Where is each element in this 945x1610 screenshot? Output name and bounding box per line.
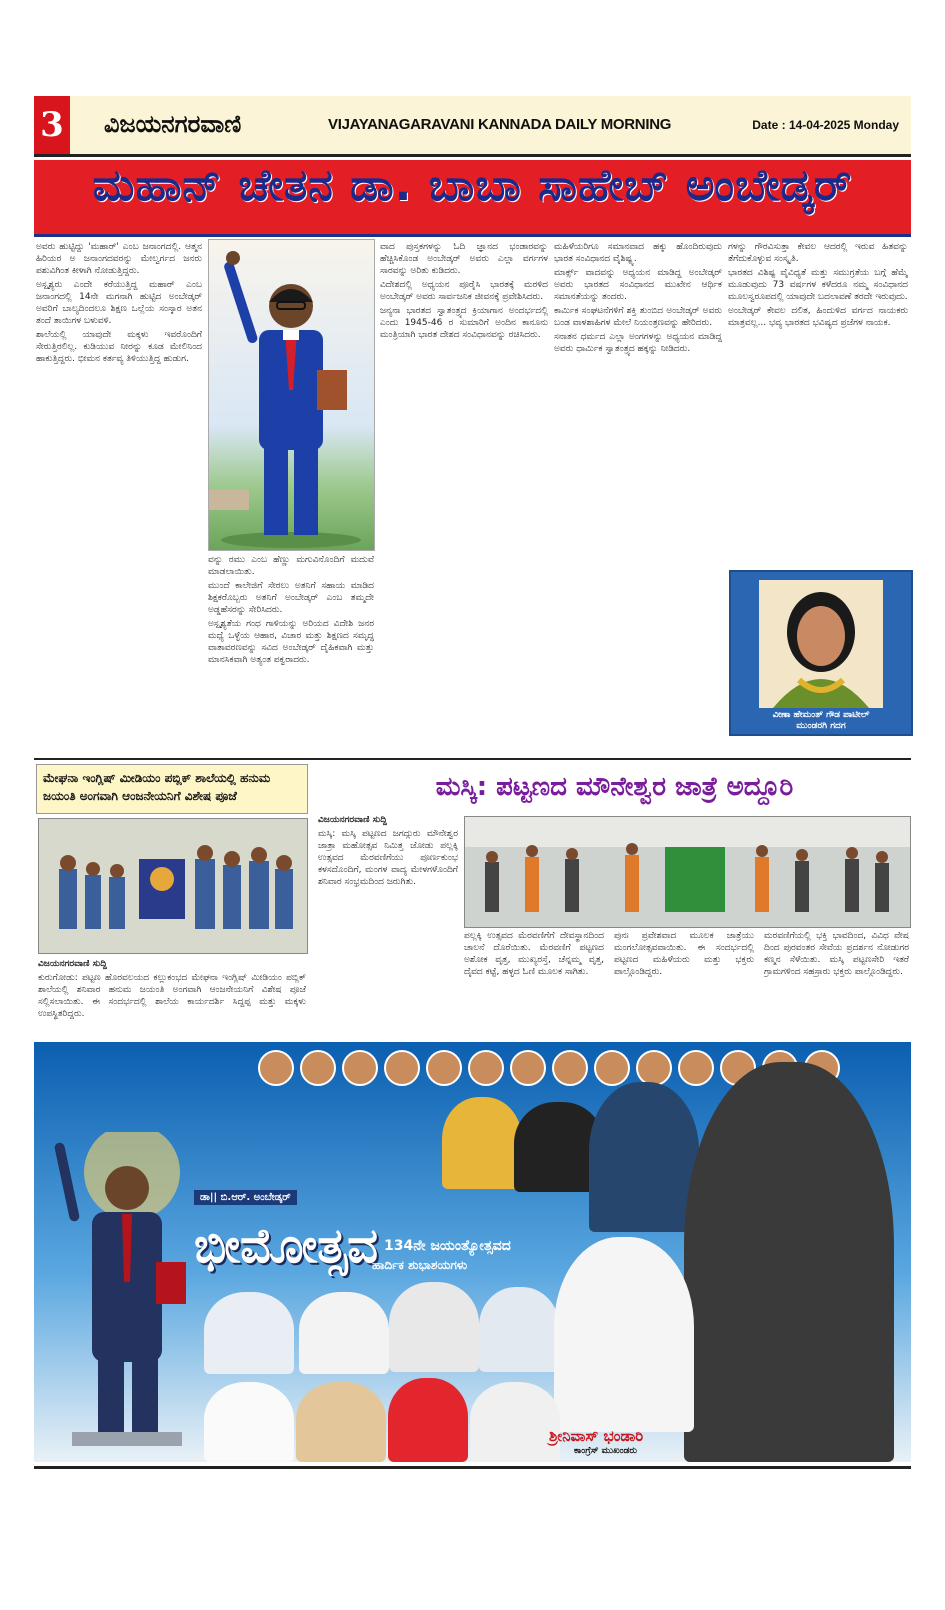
article-column-2: [208, 554, 374, 751]
main-headline: ಮಹಾನ್ ಚೇತನ ಡಾ. ಬಾಬಾ ಸಾಹೇಬ್ ಅಂಬೇಡ್ಕರ್: [92, 160, 853, 211]
article-column-5: [728, 241, 908, 563]
ad-title: ಭೀಮೋತ್ಸವ: [194, 1218, 379, 1274]
paragraph: ಮರವಣಿಗೆಯಲ್ಲಿ ಭಕ್ತಿ ಭಾವದಿಂದ, ವಿವಿಧ ವೇಷ ದಿಂದ ಪುರವಂತರ ಸೇವೆಯ ಪ್ರದರ್ಶನ ನೋಡುಗರ ಕಣ್ಮನ ಸೆಳೆಯಿತು. ಮಸ್ಕಿ ಪಟ್ಟಣಸೇರಿ ಇತರೆ ಗ್ರಾಮಗಳಿಂದ ಸಹಸ್ರಾರು ಭಕ್ತರು ಪಾಲ್ಗೊಂಡಿದ್ದರು.: [764, 931, 909, 977]
paragraph: ಸನಾತನ ಧರ್ಮದ ಎಲ್ಲಾ ಅಂಗಗಳನ್ನು ಅಧ್ಯಯನ ಮಾಡಿದ್ದ ಅವರು ಧಾರ್ಮಿಕ ಸ್ವಾತಂತ್ರ್ಯದ ಹಕ್ಕನ್ನು ನೀಡಿದರು.: [554, 332, 722, 354]
newspaper-page: [34, 96, 911, 1516]
procession-photo-icon: [465, 817, 910, 927]
paragraph: ಅಸ್ಪೃಶ್ಯತೆಯ ಗಂಧ ಗಾಳಿಯನ್ನು ಅರಿಯದ ವಿದೇಶಿ ಜನರ ಮಧ್ಯೆ ಒಳ್ಳೆಯ ಆಹಾರ, ವಿಚಾರ ಮತ್ತು ಶಿಕ್ಷಣದ ಸಮೃದ್ಧ ವಾತಾವರಣವನ್ನು ಸವಿದ ಅಂಬೇಡ್ಕರ್ ದೈಹಿಕವಾಗಿ ಮತ್ತು ಮಾನಸಿಕವಾಗಿ ಅತ್ಯಂತ ಪಕ್ವರಾದರು.: [208, 619, 374, 665]
ad-greeting: ಹಾರ್ದಿಕ ಶುಭಾಶಯಗಳು: [372, 1258, 468, 1272]
author-portrait-icon: [759, 580, 883, 708]
leader-photo: [552, 1050, 588, 1086]
leader-photo: [636, 1050, 672, 1086]
paragraph: ಕಾರ್ಮಿಕ ಸಂಘಟನೆಗಳಿಗೆ ಶಕ್ತಿ ತುಂಬಿದ ಅಂಬೇಡ್ಕರ್ ಅವರು ಬಂಡ ವಾಳಶಾಹಿಗಳ ಮೇಲೆ ನಿಯಂತ್ರಣವನ್ನು ಹೇರಿದರು.: [554, 306, 722, 328]
ad-person-photo: [470, 1382, 560, 1462]
author-place: ಮುಂಡರಗಿ ಗದಗ: [796, 721, 846, 731]
school-story-headline: ಮೇಘನಾ ಇಂಗ್ಲಿಷ್ ಮೀಡಿಯಂ ಪಬ್ಲಿಕ್ ಶಾಲೆಯಲ್ಲಿ ಹನುಮ ಜಯಂತಿ ಅಂಗವಾಗಿ ಆಂಜನೇಯನಿಗೆ ವಿಶೇಷ ಪೂಜೆ: [36, 764, 308, 814]
ad-person-photo: [204, 1292, 294, 1374]
sponsor-role: ಕಾಂಗ್ರೆಸ್ ಮುಖಂಡರು: [574, 1446, 637, 1456]
ad-person-photo: [299, 1292, 389, 1374]
masthead-rule: [34, 154, 911, 157]
maski-story-headline: ಮಸ್ಕಿ: ಪಟ್ಟಣದ ಮೌನೇಶ್ವರ ಜಾತ್ರೆ ಅದ್ದೂರಿ: [435, 772, 794, 802]
issue-date: Date : 14-04-2025 Monday: [752, 118, 899, 132]
school-story-photo: [38, 818, 308, 954]
paragraph: ಭಾರತದ ವಿಶಿಷ್ಟ ವೈವಿಧ್ಯತೆ ಮತ್ತು ಸಮುಗ್ರತೆಯ ಬಗ್ಗೆ ಹೆಮ್ಮೆ ಮೂಡುವುದು 73 ವರ್ಷಗಳ ಕಳೆದರೂ ನಮ್ಮ ಸಂವಿಧಾನದ ಮೂಲಸ್ವರೂಪದಲ್ಲಿ ಯಾವುದೇ ಬದಲಾವಣೆ ತರದೇ ಇರುವುದು.: [728, 268, 908, 302]
paragraph: ಪಲ್ಲಕ್ಕಿ ಉತ್ಸವದ ಮೆರವಣಿಗೆಗೆ ದೇವಸ್ಥಾನದಿಂದ ಚಾಲನೆ ದೊರೆಯಿತು. ಮೆರವಣಿಗೆ ಪಟ್ಟಣದ ಅಶೋಕ ವೃತ್ತ, ಮುಖ್ಯರಸ್ತೆ, ಚೆನ್ನಮ್ಮ ವೃತ್ತ, ದೈವದ ಕಟ್ಟೆ, ಹಳ್ಳದ ಓಣಿ ಮೂಲಕ ಸಾಗಿತು.: [464, 931, 604, 977]
group-photo-icon: [39, 819, 307, 953]
bhimotsava-advertisement: [34, 1042, 911, 1462]
ad-person-photo: [388, 1378, 468, 1462]
section-divider: [34, 758, 911, 760]
article-column-4: [554, 241, 722, 751]
ad-person-photo: [296, 1382, 386, 1462]
paragraph: ಅವರು ಹುಟ್ಟಿದ್ದು 'ಮಹಾರ್' ಎಂಬ ಜನಾಂಗದಲ್ಲಿ. ಆತ್ಮನ ಹಿರಿಯರ ಅ ಜನಾಂಗದವರನ್ನು ಮೇಲ್ವರ್ಗದ ಜನರು ಪಶುವಿಗಿಂತ ಕೀಳಾಗಿ ನೋಡುತ್ತಿದ್ದರು.: [36, 242, 202, 276]
ad-subtitle: 134ನೇ ಜಯಂತ್ಯೋತ್ಸವದ: [384, 1238, 511, 1254]
article-column-3: [380, 241, 548, 751]
paper-name-english: VIJAYANAGARAVANI KANNADA DAILY MORNING: [328, 116, 672, 133]
paragraph: ಗಳನ್ನು ಗೌರವಿಸುತ್ತಾ ಕೇವಲ ಆದರಲ್ಲಿ ಇರುವ ಹಿತವನ್ನು ತೆಗೆದುಕೊಳ್ಳುವ ಸಂಸ್ಕೃತಿ.: [728, 242, 908, 264]
leader-photo: [258, 1050, 294, 1086]
leader-photo: [678, 1050, 714, 1086]
school-story-body: ಕುರುಗೋಡು: ಪಟ್ಟಣ ಹೊರವಲಯದ ಕಲ್ಲುಕಂಭದ ಮೇಘನಾ ಇಂಗ್ಲಿಷ್ ಮೀಡಿಯಂ ಪಬ್ಲಿಕ್ ಶಾಲೆಯಲ್ಲಿ ಶನಿವಾರ ಹನುಮ ಜಯಂತಿ ಅಂಗವಾಗಿ ಆಂಜನೇಯನಿಗೆ ವಿಶೇಷ ಪೂಜೆ ಸಲ್ಲಿಸಲಾಯಿತು. ಈ ಸಂದರ್ಭದಲ್ಲಿ ಶಾಲೆಯ ಕಾರ್ಯದರ್ಶಿ ಸಿದ್ದಪ್ಪ ಮತ್ತು ಮಕ್ಕಳು ಉಪಸ್ಥಿತರಿದ್ದರು.: [38, 973, 306, 1019]
paragraph: ಮಹಿಳೆಯರಿಗೂ ಸಮಾನವಾದ ಹಕ್ಕು ಹೊಂದಿರುವುದು ಭಾರತ ಸಂವಿಧಾನದ ವೈಶಿಷ್ಟ್ಯ.: [554, 242, 722, 264]
paragraph: ಮಸ್ಕಿ: ಮಸ್ಕಿ ಪಟ್ಟಣದ ಜಗದ್ಗುರು ಮೌನೇಶ್ವರ ಜಾತ್ರಾ ಮಹೋತ್ಸವ ನಿಮಿತ್ತ ಜೋಡು ಪಲ್ಲಕ್ಕಿ ಉತ್ಸವದ ಮೆರವಣಿಗೆಯು ಪೂರ್ಣಕುಂಭ ಕಳಸದೊಂದಿಗೆ, ಮಂಗಳ ವಾದ್ಯ ಮೇಳಗಳೊಂದಿಗೆ ಶನಿವಾರ ಸಂಭ್ರಮದಿಂದ ಜರುಗಿತು.: [318, 829, 458, 887]
page-bottom-rule: [34, 1466, 911, 1469]
ad-person-photo: [442, 1097, 522, 1189]
ad-person-photo: [204, 1382, 294, 1462]
leader-photo: [426, 1050, 462, 1086]
paragraph: ಶಾಲೆಯಲ್ಲಿ ಯಾವುದೇ ಮಕ್ಕಳು ಇವರೊಂದಿಗೆ ಸೇರುತ್ತಿರಲಿಲ್ಲ. ಕುಡಿಯುವ ನೀರನ್ನು ಕೂಡ ಮೇಲಿನಿಂದ ಹಾಕುತ್ತಿದ್ದರು. ಭೀಮನ ಕರ್ತವ್ಯ ತಿಳಿಯುತ್ತಿದ್ದ ಹುಡುಗ.: [36, 330, 202, 364]
ambedkar-portrait: [208, 239, 375, 551]
masthead: [34, 96, 911, 154]
sponsor-name: ಶ್ರೀನಿವಾಸ್ ಭಂಡಾರಿ: [549, 1427, 644, 1445]
ad-banner-name: ಡಾ|| ಬಿ.ಆರ್. ಅಂಬೇಡ್ಕರ್: [194, 1190, 297, 1205]
paper-name-kannada: ವಿಜಯನಗರವಾಣಿ: [104, 110, 242, 138]
headline-band: [34, 160, 911, 237]
paragraph: ಅಂಬೇಡ್ಕರ್ ಕೇವಲ ದಲಿತ, ಹಿಂದುಳಿದ ವರ್ಗದ ನಾಯಕರು ಮಾತ್ರವಲ್ಲ... ಭವ್ಯ ಭಾರತದ ಭವಿಷ್ಯದ ಪ್ರಜೆಗಳ ನಾಯಕ.: [728, 306, 908, 328]
paragraph: ವಾದ ಪುಸ್ತಕಗಳನ್ನು ಓದಿ ಜ್ಞಾನದ ಭಂಡಾರವನ್ನು ಹೆಚ್ಚಿಸಿಕೊಂಡ ಅಂಬೇಡ್ಕರ್ ಅವರು ಎಲ್ಲಾ ವರ್ಗಗಳ ಸಾರವನ್ನು ಅರಿತು ಕುಡಿದರು.: [380, 242, 548, 276]
maski-story-column-4: [764, 930, 909, 1040]
article-column-1: [36, 241, 202, 751]
author-caption: [731, 710, 911, 732]
paragraph: ಮುಂದೆ ಕಾಲೇಜಿಗೆ ಸೇರಲು ಅತನಿಗೆ ಸಹಾಯ ಮಾಡಿದ ಶಿಕ್ಷಕರೊಬ್ಬರು ಅತನಿಗೆ ಅಂಬೇಡ್ಕರ್ ಎಂಬ ತಮ್ಮದೇ ಅಡ್ಡಹೆಸರನ್ನು ಸೇರಿಸಿದರು.: [208, 581, 374, 615]
author-photo: [759, 580, 883, 708]
leader-photo: [342, 1050, 378, 1086]
leader-photo: [300, 1050, 336, 1086]
ambedkar-figure-icon: [209, 240, 374, 550]
paragraph: ವನ್ನು ರಮು ಎಂಬ ಹೆಣ್ಣು ಮಗುವಿನೊಂದಿಗೆ ಮದುವೆ ಮಾಡಲಾಯಿತು.: [208, 555, 374, 577]
paragraph: ಮಾರ್ಕ್ಸ್ ವಾದವನ್ನು ಅಧ್ಯಯನ ಮಾಡಿದ್ದ ಅಂಬೇಡ್ಕರ್ ಅವರು ಭಾರತದ ಸಂವಿಧಾನದ ಮುಖೇನ ಆರ್ಥಿಕ ಸಮಾನತೆಯನ್ನು ತಂದರು.: [554, 268, 722, 302]
ad-person-photo: [589, 1082, 699, 1232]
ad-person-photo: [389, 1282, 479, 1372]
school-story-text: [38, 958, 306, 1038]
school-story-dateline: ವಿಜಯನಗರವಾಣಿ ಸುದ್ದಿ: [38, 959, 107, 969]
maski-story-column-2: [464, 930, 604, 1040]
paragraph: ಪುನಃ ಪ್ರವೇಶವಾದ ಮೂಲಕ ಜಾತ್ರೆಯು ಮಂಗಲೋತ್ಸವವಾಯಿತು. ಈ ಸಂದರ್ಭದಲ್ಲಿ ಪಟ್ಟಣದ ಮಹಿಳೆಯರು ಮತ್ತು ಭಕ್ತರು ಪಾಲ್ಗೊಂಡಿದ್ದರು.: [614, 931, 754, 977]
maski-story-column-3: [614, 930, 754, 1040]
author-name: ವೀಣಾ ಹೇಮಂತ್ ಗೌಡ ಪಾಟೀಲ್: [772, 710, 870, 720]
paragraph: ಜನ್ಯನಾ ಭಾರತದ ಸ್ವಾತಂತ್ರ್ಯದ ಕ್ರಿಯಾಗಾನ ಅಂದರ್ಭದಲ್ಲಿ ಎಂದು 1945-46 ರ ಸುಮಾರಿಗೆ ಅಂದಿನ ಕಾನೂನು ಮಂತ್ರಿಯಾಗಿ ಭಾರತ ದೇಶದ ಸಂವಿಧಾನವನ್ನು ರಚಿಸಿದರು.: [380, 306, 548, 340]
leader-photo: [594, 1050, 630, 1086]
ad-person-photo: [684, 1062, 894, 1462]
leader-photo: [510, 1050, 546, 1086]
ad-person-photo: [554, 1237, 694, 1432]
paragraph: ಅಸ್ಪೃಶ್ಯರು ಎಂದೇ ಕರೆಯುತ್ತಿದ್ದ ಮಹಾರ್ ಎಂಬ ಜನಾಂಗದಲ್ಲಿ 14ನೇ ಮಗನಾಗಿ ಹುಟ್ಟಿದ ಅಂಬೇಡ್ಕರ್ ಅವರಿಗೆ ಬಾಲ್ಯದಿಂದಲೂ ಶಿಕ್ಷಣ ಒಲ್ಲೆಯ ಸಂಸ್ಕಾರ ಅತನ ತಂದೆ ತಾಯಿಗಳ ಬಳುವಳಿ.: [36, 280, 202, 326]
author-inset: [729, 570, 913, 736]
maski-story-dateline: ವಿಜಯನಗರವಾಣಿ ಸುದ್ದಿ: [318, 815, 387, 825]
ambedkar-statue-icon: [52, 1132, 202, 1452]
page-number: 3: [34, 96, 70, 154]
paragraph: ವಿದೇಶದಲ್ಲಿ ಅಧ್ಯಯನ ಪೂರೈಸಿ ಭಾರತಕ್ಕೆ ಮರಳಿದ ಅಂಬೇಡ್ಕರ್ ಅವರು ಸಾರ್ವಜನಿಕ ಜೀವನಕ್ಕೆ ಪ್ರವೇಶಿಸಿದರು.: [380, 280, 548, 302]
maski-story-column-1: [318, 814, 458, 1040]
ad-person-photo: [479, 1287, 559, 1372]
leader-photo: [384, 1050, 420, 1086]
maski-procession-photo: [464, 816, 911, 928]
leader-photo: [468, 1050, 504, 1086]
